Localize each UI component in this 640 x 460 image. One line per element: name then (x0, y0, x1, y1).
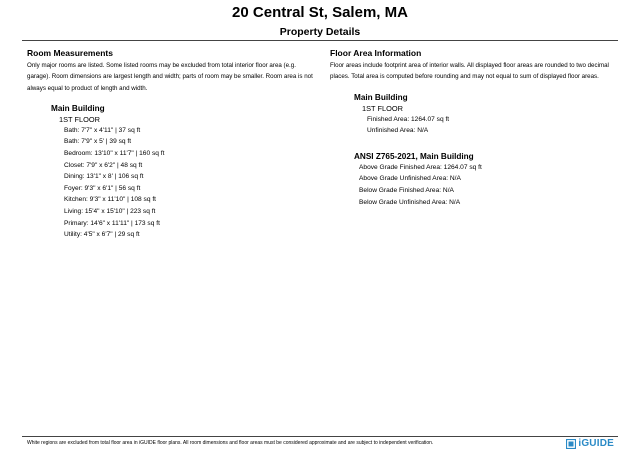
room-floor-name: 1ST FLOOR (59, 114, 100, 124)
room-item: Utility: 4'5" x 6'7" | 29 sq ft (64, 231, 140, 239)
footer-divider (22, 436, 618, 437)
area-item: Finished Area: 1264.07 sq ft (367, 115, 450, 123)
room-building-name: Main Building (51, 103, 105, 113)
iguide-logo (566, 438, 614, 449)
floor-area-note: Floor areas include footprint area of interior walls. All displayed floor areas are rounded to two decimal places. Total area is computed before rounding and may not equal to sum of displayed floor areas. (330, 62, 609, 81)
floor-area-title: Floor Area Information (330, 48, 422, 58)
area-floor-name: 1ST FLOOR (362, 103, 403, 113)
room-item: Closet: 7'9" x 6'2" | 48 sq ft (64, 161, 143, 169)
area-item: Unfinished Area: N/A (367, 127, 429, 135)
ansi-item: Below Grade Unfinished Area: N/A (359, 198, 461, 206)
footer-disclaimer: White regions are excluded from total floor area in iGUIDE floor plans. All room dimensions and floor areas must be considered approximate and are subject to independent verification. (27, 440, 434, 446)
ansi-list (359, 162, 622, 208)
floor-area-section (330, 48, 622, 208)
logo-text: iGUIDE (578, 438, 614, 449)
room-item: Bath: 7'9" x 5' | 39 sq ft (64, 138, 132, 146)
room-measurements-section (27, 48, 319, 241)
room-measurements-note: Only major rooms are listed. Some listed rooms may be excluded from total interior floor area (e.g. garage). Room dimensions are largest length and width; parts of room may be smaller. Room area is not always equal to product of length and width. (27, 62, 313, 92)
area-building-name: Main Building (354, 92, 408, 102)
ansi-item: Above Grade Unfinished Area: N/A (359, 175, 461, 183)
room-item: Foyer: 9'3" x 6'1" | 56 sq ft (64, 184, 141, 192)
header-divider (22, 40, 618, 41)
room-item: Primary: 14'6" x 11'11" | 173 sq ft (64, 219, 160, 227)
ansi-item: Below Grade Finished Area: N/A (359, 186, 454, 194)
page-title: 20 Central St, Salem, MA (232, 4, 408, 21)
room-item: Kitchen: 9'3" x 11'10" | 108 sq ft (64, 196, 156, 204)
room-item: Bath: 7'7" x 4'11" | 37 sq ft (64, 126, 141, 134)
ansi-title: ANSI Z765-2021, Main Building (354, 151, 474, 161)
iguide-logo-icon (566, 439, 576, 449)
page-subtitle: Property Details (279, 26, 361, 38)
room-item: Living: 15'4" x 15'10" | 223 sq ft (64, 208, 156, 216)
room-item: Bedroom: 13'10" x 11'7" | 160 sq ft (64, 150, 165, 158)
area-list (367, 114, 622, 137)
room-item: Dining: 13'1" x 8' | 106 sq ft (64, 173, 144, 181)
ansi-item: Above Grade Finished Area: 1264.07 sq ft (359, 163, 482, 171)
room-measurements-title: Room Measurements (27, 48, 113, 58)
room-list (64, 125, 319, 241)
